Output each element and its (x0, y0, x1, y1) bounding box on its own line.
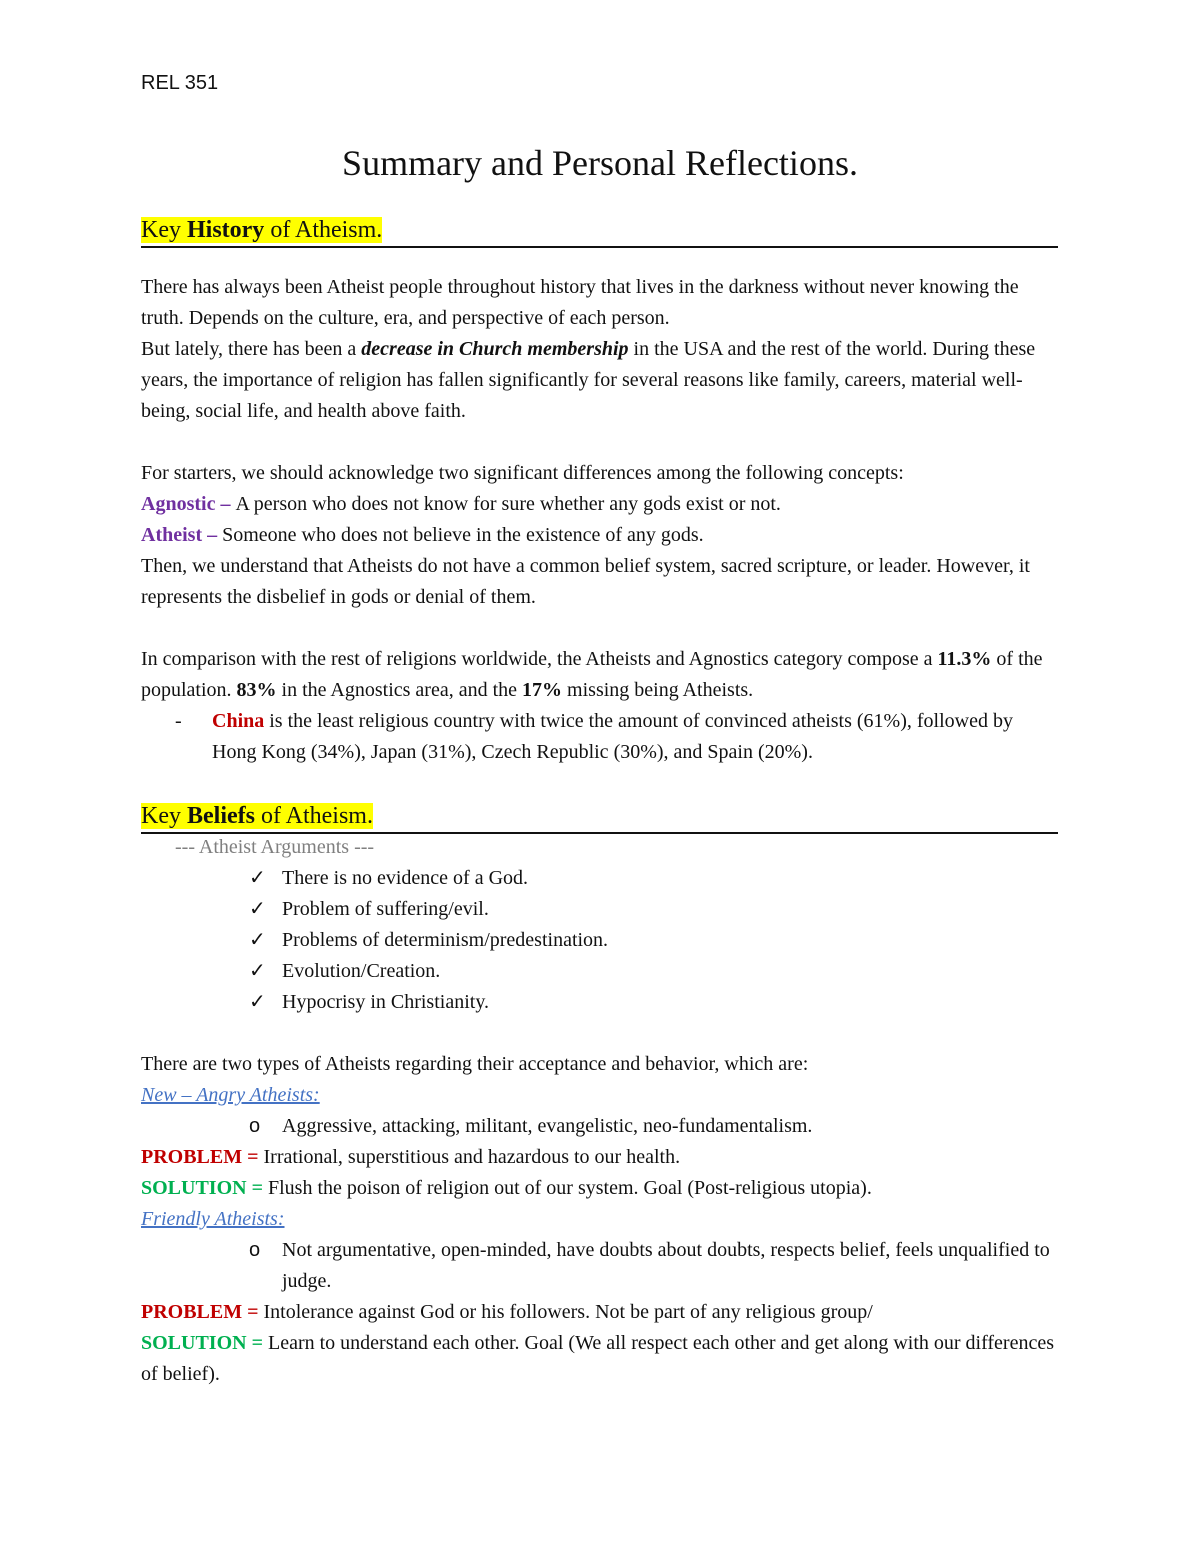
term-china: China (212, 710, 265, 732)
type-new-angry-link[interactable]: New – Angry Atheists: (141, 1084, 320, 1106)
course-code-header: REL 351 (141, 72, 219, 94)
definition-atheist: Atheist – Someone who does not believe in the existence of any gods. (141, 524, 704, 546)
checkmark-icon: ✓ (249, 960, 266, 982)
checkmark-icon: ✓ (249, 898, 266, 920)
new-problem: PROBLEM = Irrational, superstitious and hazardous to our health. (141, 1146, 681, 1168)
list-item-new-desc: o Aggressive, attacking, militant, evangelistic, neo-fundamentalism. (141, 1111, 1058, 1142)
checkmark-icon: ✓ (249, 929, 266, 951)
section-heading-beliefs (141, 801, 1058, 834)
term-atheist: Atheist – (141, 524, 223, 546)
list-item: ✓ Problem of suffering/evil. (141, 894, 1058, 925)
list-item-china: - China is the least religious country with twice the amount of convinced atheists (61%), followed by Hong Kong (34%), Japan (31%), Czech Republic (30%), and Spain (20%). (141, 706, 1058, 768)
list-item: ✓ Evolution/Creation. (141, 956, 1058, 987)
new-solution: SOLUTION = Flush the poison of religion out of our system. Goal (Post-religious utopia). (141, 1177, 872, 1199)
paragraph-types-intro: There are two types of Atheists regarding their acceptance and behavior, which are: (141, 1053, 809, 1075)
arguments-list (141, 863, 1058, 1018)
paragraph-history-intro: There has always been Atheist people throughout history that lives in the darkness without never knowing the truth. Depends on the culture, era, and perspective of each person. (141, 276, 1019, 329)
dash-bullet: - (175, 710, 182, 732)
paragraph-statistics: In comparison with the rest of religions worldwide, the Atheists and Agnostics category compose a 11.3% of the population. 83% in the Agnostics area, and the 17% missing being Atheists. (141, 648, 1043, 701)
section-body-beliefs (141, 832, 1058, 1390)
term-agnostic: Agnostic – (141, 493, 236, 515)
list-item: ✓ Problems of determinism/predestination. (141, 925, 1058, 956)
document-title: Summary and Personal Reflections. (342, 143, 858, 183)
checkmark-icon: ✓ (249, 991, 266, 1013)
friendly-solution: SOLUTION = Learn to understand each other. Goal (We all respect each other and get along with our differences of belief). (141, 1332, 1055, 1385)
heading-highlight: Key History of Atheism. (141, 217, 383, 243)
section-body-history (141, 272, 1058, 768)
paragraph-belief-system: Then, we understand that Atheists do not have a common belief system, sacred scripture, or leader. However, it represents the disbelief in gods or denial of them. (141, 555, 1030, 608)
arguments-title: --- Atheist Arguments --- (175, 836, 375, 858)
list-item: ✓ There is no evidence of a God. (141, 863, 1058, 894)
definition-agnostic: Agnostic – A person who does not know for sure whether any gods exist or not. (141, 493, 781, 515)
checkmark-icon: ✓ (249, 867, 266, 889)
paragraph-differences: For starters, we should acknowledge two significant differences among the following concepts: (141, 462, 904, 484)
circle-bullet-icon: o (249, 1239, 261, 1261)
paragraph-decrease: But lately, there has been a decrease in Church membership in the USA and the rest of the world. During these years, the importance of religion has fallen significantly for several reasons like family, careers, material well-being, social life, and health above faith. (141, 338, 1036, 422)
heading-highlight: Key Beliefs of Atheism. (141, 803, 373, 829)
list-item-friendly-desc: o Not argumentative, open-minded, have doubts about doubts, respects belief, feels unqualified to judge. (141, 1235, 1058, 1297)
emphasis-church-membership: decrease in Church membership (361, 338, 629, 360)
section-heading-history (141, 215, 1058, 248)
friendly-problem: PROBLEM = Intolerance against God or his followers. Not be part of any religious group/ (141, 1301, 873, 1323)
circle-bullet-icon: o (249, 1115, 261, 1137)
type-friendly-link[interactable]: Friendly Atheists: (141, 1208, 285, 1230)
list-item: ✓ Hypocrisy in Christianity. (141, 987, 1058, 1018)
